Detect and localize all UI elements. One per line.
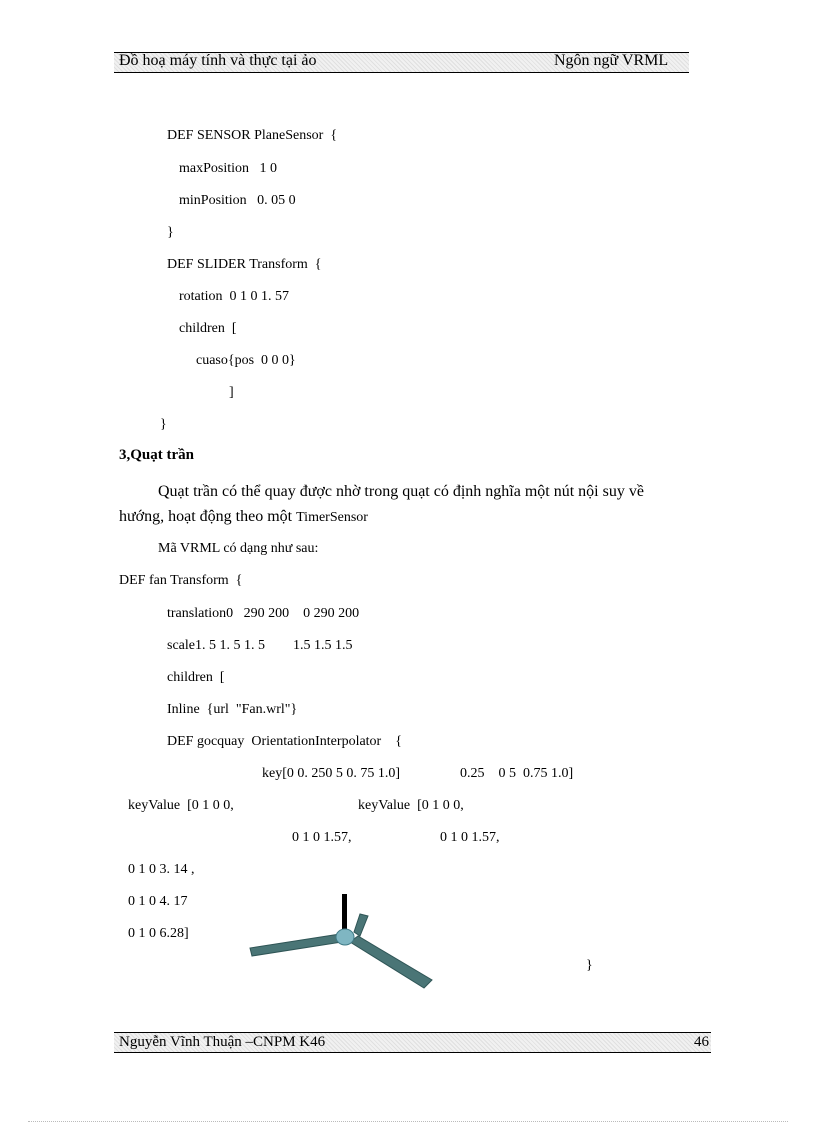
fan-blade-back (354, 914, 368, 936)
code-line: cuaso{pos 0 0 0} (196, 353, 296, 368)
code-line: DEF gocquay OrientationInterpolator { (167, 734, 402, 749)
code-line: 0.25 0 5 0.75 1.0] (460, 766, 574, 781)
page-number: 46 (694, 1034, 709, 1050)
code-line: 0 1 0 3. 14 , (128, 862, 195, 877)
intro-line: Mã VRML có dạng như sau: (158, 541, 319, 556)
code-line: scale1. 5 1. 5 1. 5 1.5 1.5 1.5 (167, 638, 353, 653)
fan-blade-right (350, 936, 432, 988)
header-title: Đồ hoạ máy tính và thực tại ảo (119, 52, 317, 69)
header-subject: Ngôn ngữ VRML (554, 52, 669, 69)
code-line: children [ (167, 670, 225, 685)
code-line: ] (229, 385, 234, 400)
code-line: maxPosition 1 0 (179, 161, 278, 176)
code-line: translation0 290 200 0 290 200 (167, 606, 360, 621)
page-edge-divider (28, 1121, 788, 1122)
section-heading: 3,Quạt trần (119, 447, 194, 463)
fan-hub (336, 929, 354, 945)
code-line: } (160, 417, 167, 432)
code-line: Inline {url "Fan.wrl"} (167, 702, 298, 717)
ceiling-fan-illustration (246, 890, 436, 990)
code-line: children [ (179, 321, 237, 336)
paragraph-line (119, 507, 368, 528)
code-line: } (586, 958, 593, 973)
code-line: key[0 0. 250 5 0. 75 1.0] (262, 766, 401, 781)
code-line: 0 1 0 6.28] (128, 926, 189, 941)
code-line: 0 1 0 1.57, (292, 830, 352, 845)
code-line: DEF SENSOR PlaneSensor { (167, 128, 338, 143)
code-line: rotation 0 1 0 1. 57 (179, 289, 290, 304)
code-line: 0 1 0 1.57, (440, 830, 500, 845)
paragraph-text: hướng, hoạt động theo một (119, 508, 297, 525)
fan-blade-left (250, 934, 342, 956)
code-line: 0 1 0 4. 17 (128, 894, 188, 909)
code-line: DEF fan Transform { (119, 573, 243, 588)
footer-author: Nguyễn Vĩnh Thuận –CNPM K46 (119, 1034, 326, 1050)
code-line: minPosition 0. 05 0 (179, 193, 296, 208)
code-line: DEF SLIDER Transform { (167, 257, 322, 272)
code-line: keyValue [0 1 0 0, (128, 798, 234, 813)
code-line: keyValue [0 1 0 0, (358, 798, 464, 813)
inline-code: TimerSensor (296, 510, 368, 525)
fan-rod (342, 894, 347, 930)
code-line: } (167, 225, 174, 240)
paragraph-line: Quạt trần có thể quay được nhờ trong quạt có định nghĩa một nút nội suy về (158, 483, 644, 500)
